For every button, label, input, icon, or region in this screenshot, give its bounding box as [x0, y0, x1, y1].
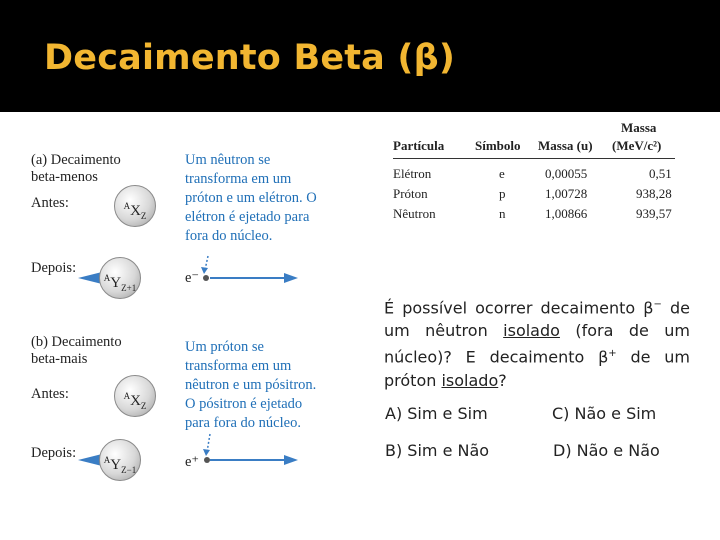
table-cell-mass-mev: 939,57: [636, 206, 672, 221]
part-a-description: Um nêutron se transforma em um próton e um elétron. O elétron é ejetado para fora do núcleo.: [185, 152, 317, 244]
table-cell-mass-u: 1,00866: [545, 206, 588, 221]
part-a-heading-line2: beta-menos: [31, 169, 98, 185]
table-cell-symbol: p: [499, 186, 506, 201]
part-b-dotted-pointer: [207, 434, 210, 452]
part-a-before-label: Antes:: [31, 195, 69, 211]
part-b-after-label: Depois:: [31, 445, 77, 461]
option-d[interactable]: D) Não e Não: [553, 441, 660, 460]
part-a-nucleus-after: [99, 257, 141, 299]
part-a-nucleus-before-label: $^AX_Z$: [123, 201, 147, 221]
table-header-mass-mev-line1: Massa: [621, 120, 657, 135]
table-cell-mass-mev: 0,51: [649, 166, 672, 181]
part-b-nucleus-after: [99, 439, 141, 481]
table-cell-particle: Elétron: [393, 166, 432, 181]
table-cell-particle: Próton: [393, 186, 428, 201]
table-cell-mass-u: 0,00055: [545, 166, 588, 181]
option-c[interactable]: C) Não e Sim: [552, 404, 657, 423]
slide-title: Decaimento Beta (β): [44, 38, 456, 78]
part-b-nucleus-after-label: $^AY_{Z-1}$: [103, 455, 137, 475]
question-text: É possível ocorrer decaimento β− de um nêutron isolado (fora de um núcleo)? E decaimento β+ de um próton isolado?: [384, 298, 691, 390]
table-header-mass-mev-line2: (MeV/c²): [612, 138, 662, 153]
part-b-nucleus-before: [114, 375, 156, 417]
part-a-heading-line1: (a) Decaimento: [31, 152, 121, 168]
option-a[interactable]: A) Sim e Sim: [385, 404, 488, 423]
part-b-nucleus-before-label: $^AX_Z$: [123, 391, 147, 411]
table-cell-mass-u: 1,00728: [545, 186, 588, 201]
part-a-heading: [31, 152, 121, 186]
table-cell-symbol: e: [499, 166, 505, 181]
part-a-nucleus-after-label: $^AY_{Z+1}$: [103, 273, 137, 293]
table-cell-particle: Nêutron: [393, 206, 436, 221]
part-b-heading: [31, 334, 122, 368]
part-b-before-label: Antes:: [31, 386, 69, 402]
option-b[interactable]: B) Sim e Não: [385, 441, 490, 460]
part-a-nucleus-before: [114, 185, 156, 227]
table-cell-symbol: n: [499, 206, 506, 221]
part-b-particle: e⁺: [185, 454, 200, 470]
part-b-description: Um próton se transforma em um nêutron e um pósitron. O pósitron é ejetado para fora do núcleo.: [185, 339, 317, 431]
part-a-after-label: Depois:: [31, 260, 77, 276]
table-cell-mass-mev: 938,28: [636, 186, 672, 201]
part-b-heading-line2: beta-mais: [31, 351, 88, 367]
part-b-heading-line1: (b) Decaimento: [31, 334, 122, 350]
table-header-particle: Partícula: [393, 138, 445, 153]
table-header-symbol: Símbolo: [475, 138, 521, 153]
part-a-particle: e⁻: [185, 270, 200, 286]
table-header-rule: [393, 158, 675, 159]
table-header-mass-u: Massa (u): [538, 138, 593, 153]
